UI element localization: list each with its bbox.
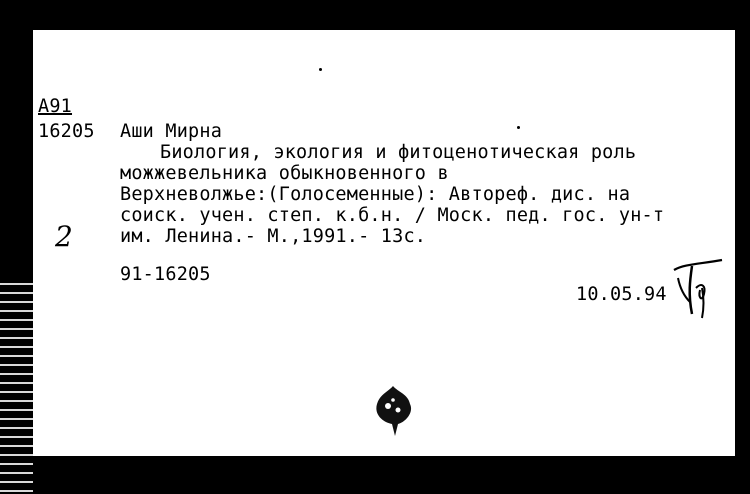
date-stamp: 10.05.94	[576, 284, 667, 305]
handwritten-copy-number: 2	[55, 220, 74, 253]
author-name: Аши Мирна	[120, 121, 223, 142]
signature-image	[670, 258, 725, 320]
catalog-number: 91-16205	[120, 264, 211, 285]
description-line: Биология, экология и фитоценотическая роль	[160, 142, 637, 163]
ink-blot	[368, 382, 418, 438]
speck	[517, 126, 520, 129]
scan-edge-artifact	[0, 280, 33, 494]
speck	[319, 68, 322, 71]
description-line: можжевельника обыкновенного в	[120, 163, 449, 184]
description-line: Верхневолжье:(Голосеменные): Автореф. дис. на	[120, 184, 631, 205]
description-line: соиск. учен. степ. к.б.н. / Моск. пед. гос. ун-т	[120, 205, 665, 226]
inventory-number: 16205	[38, 121, 95, 142]
description-line: им. Ленина.- М.,1991.- 13с.	[120, 226, 427, 247]
shelf-mark: А91	[38, 96, 73, 117]
catalog-card	[33, 30, 735, 456]
